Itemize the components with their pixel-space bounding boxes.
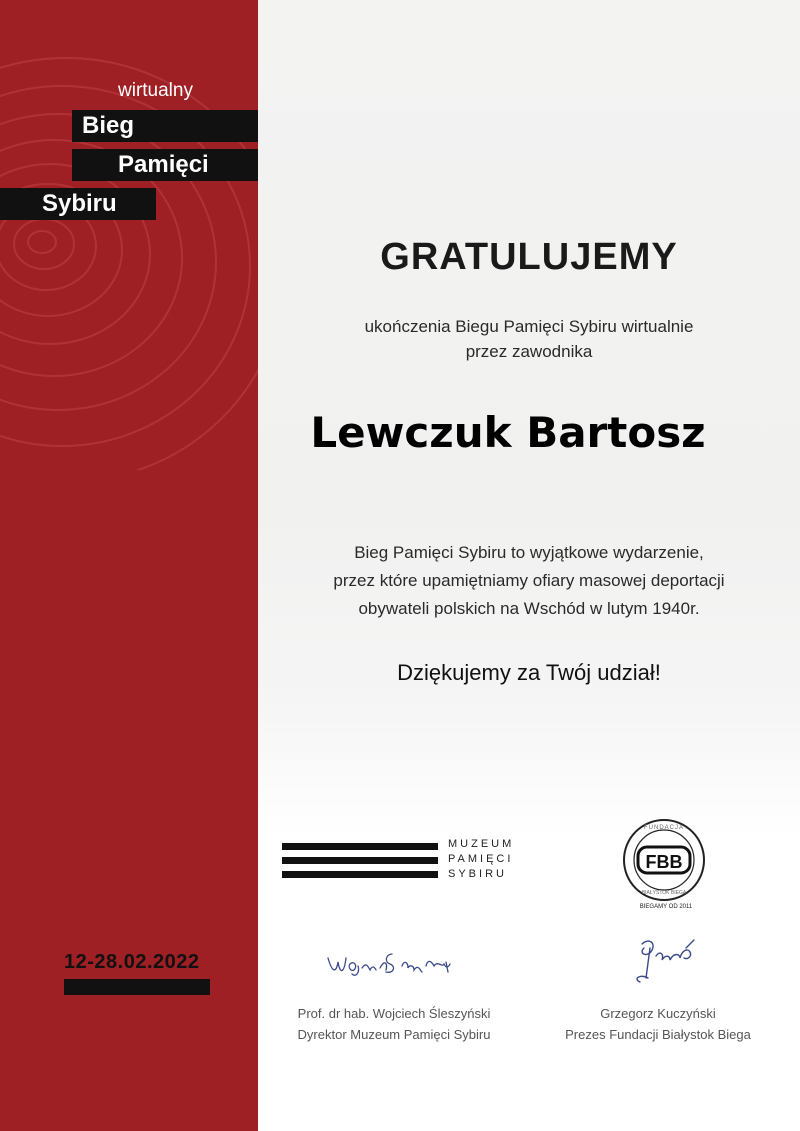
signature-sleszynski xyxy=(322,944,462,984)
brand-line-bieg: Bieg xyxy=(72,110,258,142)
signatory-kuczynski xyxy=(540,1003,776,1045)
muzeum-logo-line-1: MUZEUM xyxy=(448,838,515,850)
certificate-heading: GRATULUJEMY xyxy=(380,236,678,278)
participant-name: Lewczuk Bartosz xyxy=(310,408,706,457)
brand-wirtualny: wirtualny xyxy=(118,80,193,101)
signatory-role: Dyrektor Muzeum Pamięci Sybiru xyxy=(297,1027,491,1042)
description-line-2: przez które upamiętniamy ofiary masowej deportacji xyxy=(333,571,725,590)
date-underline-bar xyxy=(64,979,210,995)
description-line-1: Bieg Pamięci Sybiru to wyjątkowe wydarzenie, xyxy=(354,543,704,562)
thanks-message: Dziękujemy za Twój udział! xyxy=(397,660,661,685)
signatory-name: Grzegorz Kuczyński xyxy=(600,1006,716,1021)
svg-text:FUNDACJA: FUNDACJA xyxy=(643,825,685,831)
signature-kuczynski xyxy=(626,934,710,984)
logo-stripe xyxy=(282,843,438,850)
brand-line-pamieci: Pamięci xyxy=(72,149,258,181)
svg-text:FBB: FBB xyxy=(645,852,683,872)
logo-stripe xyxy=(282,871,438,878)
subtitle-line-2: przez zawodnika xyxy=(465,342,593,361)
signatory-role: Prezes Fundacji Białystok Biega xyxy=(565,1027,751,1042)
tree-rings-decoration xyxy=(0,0,258,470)
muzeum-pamieci-sybiru-logo xyxy=(282,838,542,884)
signatory-name: Prof. dr hab. Wojciech Śleszyński xyxy=(297,1006,491,1021)
subtitle-line-1: ukończenia Biegu Pamięci Sybiru wirtualnie xyxy=(364,317,694,336)
event-date: 12-28.02.2022 xyxy=(64,951,200,973)
svg-text:BIAŁYSTOK BIEGA: BIAŁYSTOK BIEGA xyxy=(641,890,687,896)
description-line-3: obywateli polskich na Wschód w lutym 1940r. xyxy=(358,599,700,618)
muzeum-logo-line-3: SYBIRU xyxy=(448,868,507,880)
sidebar-band xyxy=(0,0,258,1131)
logo-stripe xyxy=(282,857,438,864)
signatory-sleszynski xyxy=(272,1003,516,1045)
muzeum-logo-line-2: PAMIĘCI xyxy=(448,853,514,865)
fbb-logo xyxy=(616,814,712,910)
svg-text:BIEGAMY OD 2011: BIEGAMY OD 2011 xyxy=(639,904,693,910)
brand-line-sybiru: Sybiru xyxy=(0,188,156,220)
